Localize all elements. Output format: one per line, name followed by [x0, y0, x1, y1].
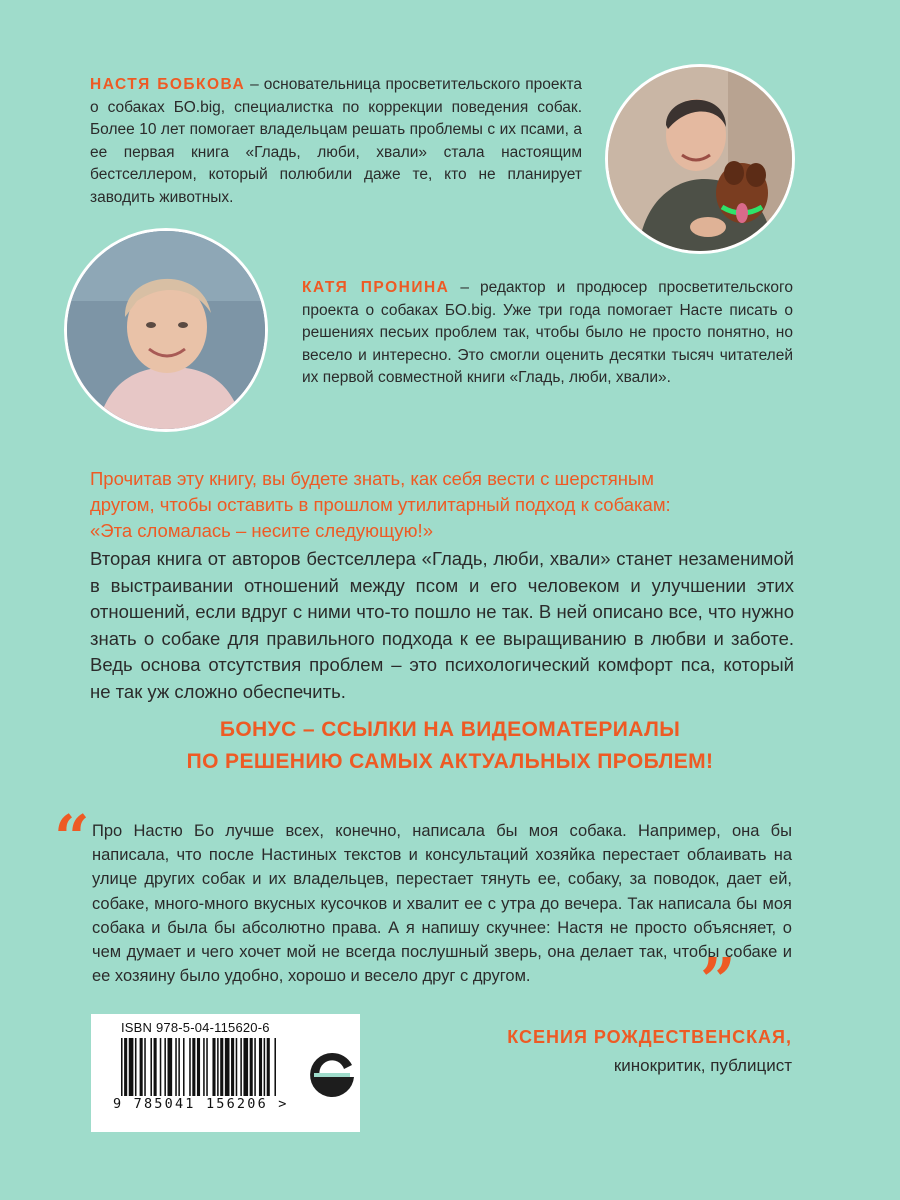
barcode-bar: [236, 1038, 238, 1096]
barcode-bar: [203, 1038, 205, 1096]
review-quote: Про Настю Бо лучше всех, конечно, написала бы моя собака. Например, она бы написала, что после Настиных текстов и консультаций хозяйка перестает облаивать на улице других собак и их владельцев, перестает тянуть ее, собаку, за поводок, дает ей, собаке, много-много вкусных кусочков и хвалит ее с утра до вечера. Так написала бы моя собака и была бы абсолютно права. А я напишу скучнее: Настя не просто объясняет, о чем думает и чего хочет мой не всегда послушный зверь, она делает так, чтобы собаке и ее хозяину было удобно, хорошо и весело друг с другом.: [92, 822, 792, 986]
barcode-bar: [274, 1038, 276, 1096]
intro-line: «Эта сломалась – несите следующую!»: [90, 520, 433, 541]
barcode-bar: [164, 1038, 166, 1096]
author-photo-pronina: [64, 228, 268, 432]
barcode-bar: [135, 1038, 137, 1096]
barcode-bar: [220, 1038, 223, 1096]
close-quote-mark: ”: [700, 944, 736, 1017]
barcode-bar: [150, 1038, 152, 1096]
bonus-line: ПО РЕШЕНИЮ САМЫХ АКТУАЛЬНЫХ ПРОБЛЕМ!: [186, 750, 714, 773]
barcode-bar: [206, 1038, 208, 1096]
eksmo-logo-icon: [304, 1047, 360, 1103]
intro-line: Прочитав эту книгу, вы будете знать, как себя вести с шерстяным: [90, 468, 654, 489]
barcode-bar: [160, 1038, 162, 1096]
author-bio-pronina: [302, 277, 793, 390]
bonus-banner: [70, 714, 830, 778]
open-quote-mark: “: [54, 801, 90, 874]
isbn-number: ISBN 978-5-04-115620-6: [121, 1020, 270, 1035]
barcode-bar: [121, 1038, 123, 1096]
barcode-bar: [154, 1038, 157, 1096]
intro-highlight: [90, 466, 810, 544]
barcode-bar: [183, 1038, 185, 1096]
barcode-bar: [225, 1038, 230, 1096]
barcode-bar: [243, 1038, 248, 1096]
barcode-bars: [121, 1038, 331, 1096]
barcode-bar: [267, 1038, 270, 1096]
book-description: Вторая книга от авторов бестселлера «Гладь, люби, хвали» станет незаменимой в выстраивании отношений между псом и его человеком и улучшении этих отношений, если вдруг с ними что-то пошло не так. В ней описано все, что нужно знать о собаке для правильного подхода к ее выращиванию в любви и заботе. Ведь основа отсутствия проблем – это психологический комфорт пса, который не так уж сложно обеспечить.: [90, 548, 794, 702]
author-name: КАТЯ ПРОНИНА: [302, 279, 450, 296]
barcode-bar: [197, 1038, 200, 1096]
barcode-bar: [250, 1038, 253, 1096]
barcode-bar: [212, 1038, 215, 1096]
barcode-bar: [264, 1038, 266, 1096]
author-portrait-photo: [67, 231, 265, 429]
barcode-digits: 9 785041 156206 >: [113, 1096, 289, 1112]
barcode-bar: [259, 1038, 262, 1096]
author-photo-bobkova: [605, 64, 795, 254]
author-with-dog-photo: [608, 67, 792, 251]
barcode-bar: [240, 1038, 242, 1096]
author-name: НАСТЯ БОБКОВА: [90, 76, 246, 93]
barcode-bar: [192, 1038, 195, 1096]
author-bio-text: – основательница просветительского проекта о собаках БО.big, специалистка по коррекции поведения собак. Более 10 лет помогает владельцам решать проблемы с их псами, а ее первая книга «Гладь, люби, хвали» стала настоящим бестселлером, который полюбили даже те, кто не планирует заводить животных.: [90, 76, 582, 206]
barcode-bar: [254, 1038, 256, 1096]
barcode-bar: [168, 1038, 173, 1096]
barcode-bar: [129, 1038, 134, 1096]
barcode-bar: [175, 1038, 177, 1096]
barcode-bar: [231, 1038, 234, 1096]
barcode-bar: [178, 1038, 180, 1096]
intro-line: другом, чтобы оставить в прошлом утилитарный подход к собакам:: [90, 494, 671, 515]
barcode-bar: [140, 1038, 143, 1096]
reviewer-name: КСЕНИЯ РОЖДЕСТВЕНСКАЯ,: [507, 1027, 792, 1047]
author-bio-bobkova: [90, 74, 582, 209]
barcode-bar: [124, 1038, 127, 1096]
author-bio-text: – редактор и продюсер просветительского проекта о собаках БО.big. Уже три года помогает Насте писать о решениях песьих проблем так, чтобы было не просто понятно, но весело и интересно. Это смогли оценить десятки тысяч читателей их первой совместной книги «Гладь, люби, хвали».: [302, 279, 793, 386]
barcode-bar: [144, 1038, 146, 1096]
bonus-line: БОНУС – ССЫЛКИ НА ВИДЕОМАТЕРИАЛЫ: [219, 718, 681, 741]
reviewer-role: кинокритик, публицист: [613, 1056, 792, 1075]
barcode-bar: [189, 1038, 191, 1096]
barcode-bar: [217, 1038, 219, 1096]
